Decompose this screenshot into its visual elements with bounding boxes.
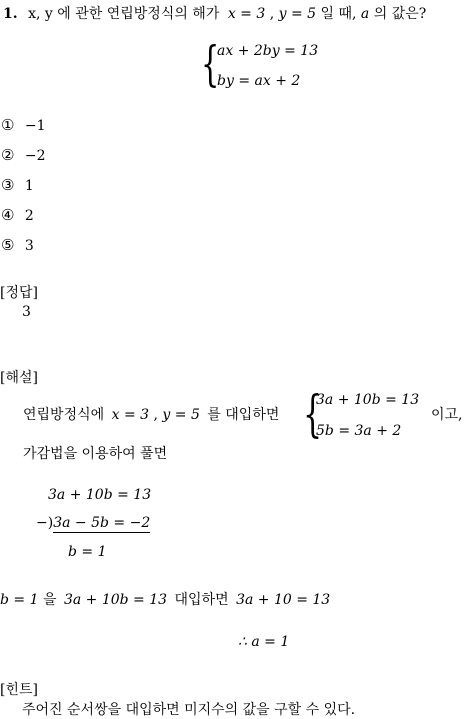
problem-var-a: a <box>360 6 370 22</box>
calc-row-2 <box>36 515 150 531</box>
answer-heading: [정답] <box>0 285 38 301</box>
solution-therefore: ∴ a = 1 <box>238 634 290 650</box>
choice-text: 3 <box>24 238 34 254</box>
solution-text: 을 <box>42 592 57 608</box>
choice-text: −2 <box>24 148 46 164</box>
answer-value: 3 <box>22 304 31 320</box>
solution-text: 연립방정식에 <box>23 407 105 423</box>
solution-cond-x: x = 3 <box>111 407 150 423</box>
solution-eq-sub: 3a + 10b = 13 <box>63 592 168 608</box>
choice-mark: ② <box>1 146 15 164</box>
solution-text: 를 대입하면 <box>207 407 280 423</box>
choice-mark: ③ <box>1 176 15 194</box>
solution-text-post: 이고, <box>431 407 463 423</box>
problem-eq-1: ax + 2by = 13 <box>217 43 319 59</box>
calc-eq-2: 3a − 5b = −2 <box>53 515 151 531</box>
calc-row-3: b = 1 <box>68 544 107 560</box>
problem-eq-2: by = ax + 2 <box>217 73 301 89</box>
solution-line-3 <box>0 589 330 609</box>
solution-sep: , <box>153 407 158 423</box>
problem-line <box>3 3 426 23</box>
solution-eq-1: 3a + 10b = 13 <box>316 392 420 408</box>
solution-heading: [해설] <box>0 370 38 386</box>
solution-b-value: b = 1 <box>0 592 39 608</box>
choice-mark: ⑤ <box>1 236 15 254</box>
solution-text: 대입하면 <box>174 592 229 608</box>
problem-sep: , <box>269 6 275 22</box>
calc-row-1: 3a + 10b = 13 <box>48 487 152 503</box>
solution-system-brace: { <box>303 385 323 443</box>
solution-line-2: 가감법을 이용하여 풀면 <box>23 446 168 462</box>
problem-cond-y: y = 5 <box>278 6 317 22</box>
problem-stem-mid: 일 때, <box>320 6 357 22</box>
problem-stem-pre: x, y 에 관한 연립방정식의 해가 <box>28 6 220 22</box>
hint-text: 주어진 순서쌍을 대입하면 미지수의 값을 구할 수 있다. <box>22 702 356 718</box>
solution-line-1 <box>23 404 279 424</box>
choice-text: 1 <box>24 178 34 194</box>
solution-eq-result: 3a + 10 = 13 <box>236 592 331 608</box>
problem-system-brace: { <box>201 36 220 92</box>
choice-4[interactable] <box>1 206 34 224</box>
hint-heading: [힌트] <box>0 682 38 698</box>
choice-text: −1 <box>24 118 46 134</box>
choice-mark: ④ <box>1 206 15 224</box>
problem-number: 1. <box>3 6 18 22</box>
choice-5[interactable] <box>1 236 34 254</box>
choice-3[interactable] <box>1 176 34 194</box>
problem-stem-post: 의 값은? <box>373 6 427 22</box>
calc-minus: −) <box>36 515 54 531</box>
problem-cond-x: x = 3 <box>227 6 266 22</box>
choice-mark: ① <box>1 116 15 134</box>
choice-2[interactable] <box>1 146 46 164</box>
choice-text: 2 <box>24 208 34 224</box>
solution-cond-y: y = 5 <box>162 407 200 423</box>
choice-1[interactable] <box>1 116 46 134</box>
solution-eq-2: 5b = 3a + 2 <box>316 423 402 439</box>
